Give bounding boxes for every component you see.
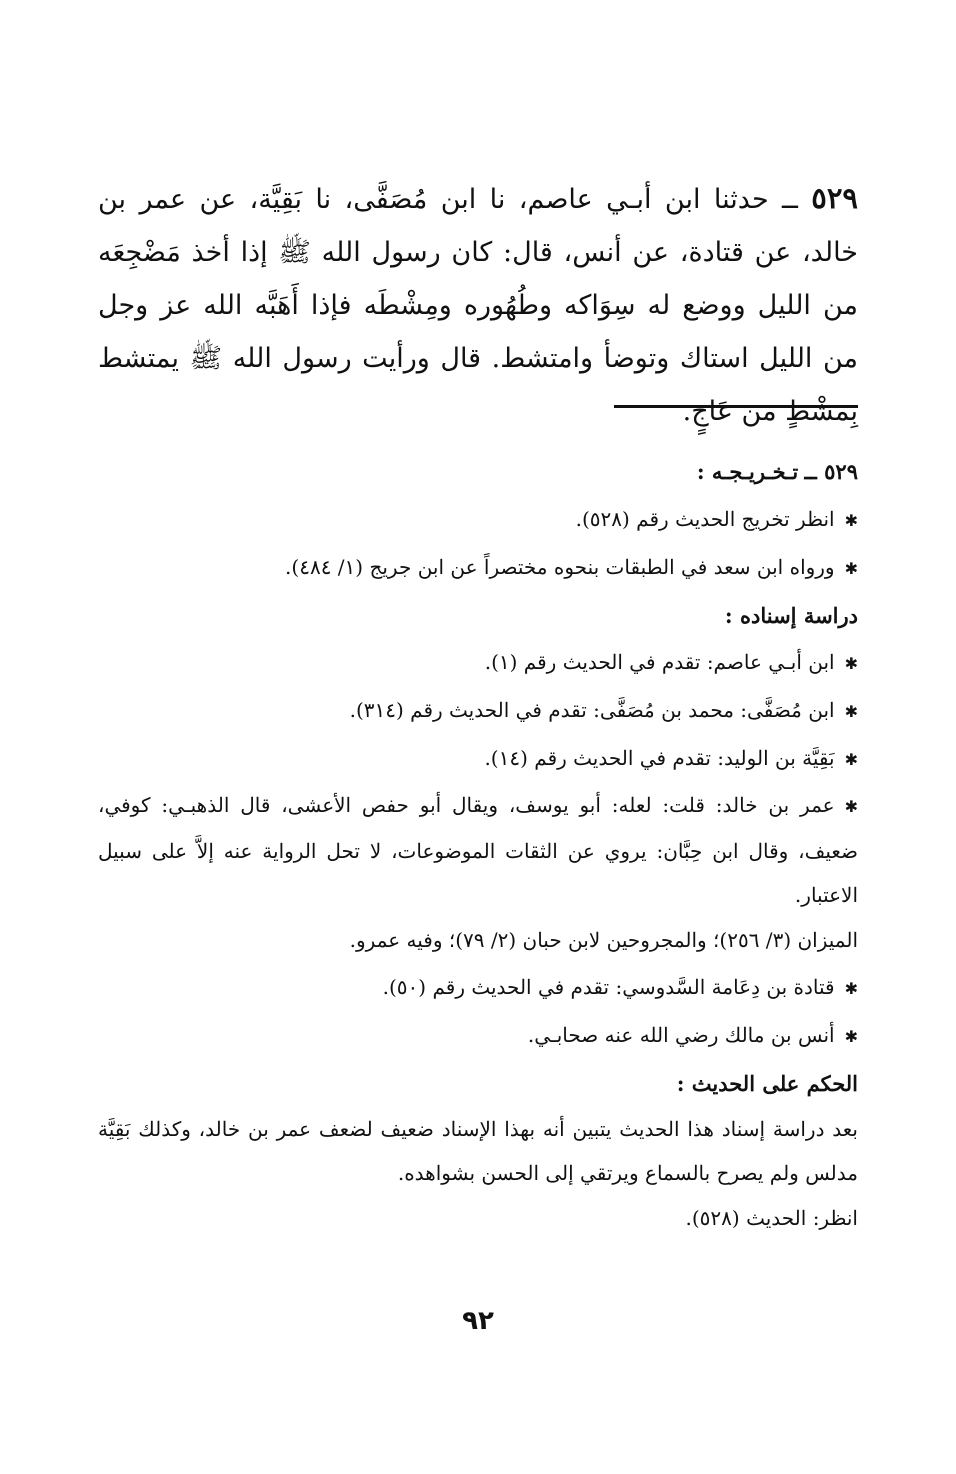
takhrij-item-text: انظر تخريج الحديث رقم (٥٢٨). bbox=[575, 507, 835, 531]
bullet-icon: ✱ bbox=[844, 750, 858, 769]
bullet-icon: ✱ bbox=[844, 797, 858, 816]
hukm-text: بعد دراسة إسناد هذا الحديث يتبين أنه بهذا الإسناد ضعيف لضعف عمر بن خالد، وكذلك بَقِيَّة مدلس ولم يصرح بالسماع ويرتقي إلى الحسن بشواهده. bbox=[98, 1117, 858, 1185]
takhrij-item bbox=[98, 544, 858, 592]
takhrij-item-text: ورواه ابن سعد في الطبقات بنحوه مختصراً عن ابن جريج (١/ ٤٨٤). bbox=[285, 555, 835, 579]
see-also: انظر: الحديث (٥٢٨). bbox=[685, 1206, 858, 1230]
hadith-text bbox=[98, 172, 858, 438]
takhrij-heading-line bbox=[98, 448, 858, 496]
bullet-icon: ✱ bbox=[844, 559, 858, 578]
isnad-item bbox=[98, 687, 858, 735]
hadith-body: ــ حدثنا ابن أبـي عاصم، نا ابن مُصَفَّى، نا بَقِيَّة، عن عمر بن خالد، عن قتادة، عن أنس، قال: كان رسول الله ﷺ إذا أخذ مَضْجِعَه من الليل ووضع له سِوَاكه وطُهُوره ومِشْطَه فإذا أَهَبَّه الله عز وجل من الليل استاك وتوضأ وامتشط. قال ورأيت رسول الله ﷺ يمتشط بِمشْطٍ من عَاجٍ. bbox=[98, 184, 858, 427]
page-number: ٩٢ bbox=[462, 1306, 494, 1336]
isnad-item bbox=[98, 1012, 858, 1060]
takhrij-heading: تـخـريـجـه : bbox=[696, 459, 799, 484]
hukm-heading: الحكم على الحديث : bbox=[676, 1071, 858, 1096]
isnad-item-text: عمر بن خالد: قلت: لعله: أبو يوسف، ويقال أبو حفص الأعشى، قال الذهبـي: كوفي، ضعيف، وقال ابن حِبَّان: يروي عن الثقات الموضوعات، لا تحل الرواية عنه إلاَّ على سبيل الاعتبار. bbox=[98, 793, 858, 907]
takhrij-item bbox=[98, 496, 858, 544]
mizan-line: الميزان (٣/ ٢٥٦)؛ والمجروحين لابن حبان (٢/ ٧٩)؛ وفيه عمرو. bbox=[349, 928, 858, 952]
hadith-number: ٥٢٩ bbox=[811, 181, 858, 215]
isnad-item bbox=[98, 964, 858, 1012]
isnad-item-text: بَقِيَّة بن الوليد: تقدم في الحديث رقم (١٤). bbox=[484, 746, 835, 770]
bullet-icon: ✱ bbox=[844, 1027, 858, 1046]
bullet-icon: ✱ bbox=[844, 654, 858, 673]
isnad-heading: دراسة إسناده : bbox=[724, 603, 858, 628]
footnotes bbox=[98, 448, 858, 1242]
bullet-icon: ✱ bbox=[844, 979, 858, 998]
isnad-item-text: أنس بن مالك رضي الله عنه صحابـي. bbox=[527, 1023, 835, 1047]
isnad-item-text: قتادة بن دِعَامة السَّدوسي: تقدم في الحديث رقم (٥٠). bbox=[382, 975, 835, 999]
isnad-item bbox=[98, 783, 858, 917]
isnad-item bbox=[98, 639, 858, 687]
bullet-icon: ✱ bbox=[844, 511, 858, 530]
isnad-item-text: ابن أبـي عاصم: تقدم في الحديث رقم (١). bbox=[484, 650, 835, 674]
footnote-divider bbox=[614, 405, 858, 408]
takhrij-number: ٥٢٩ ــ bbox=[804, 459, 858, 484]
isnad-item-text: ابن مُصَفَّى: محمد بن مُصَفَّى: تقدم في الحديث رقم (٣١٤). bbox=[349, 698, 835, 722]
bullet-icon: ✱ bbox=[844, 702, 858, 721]
isnad-item bbox=[98, 735, 858, 783]
